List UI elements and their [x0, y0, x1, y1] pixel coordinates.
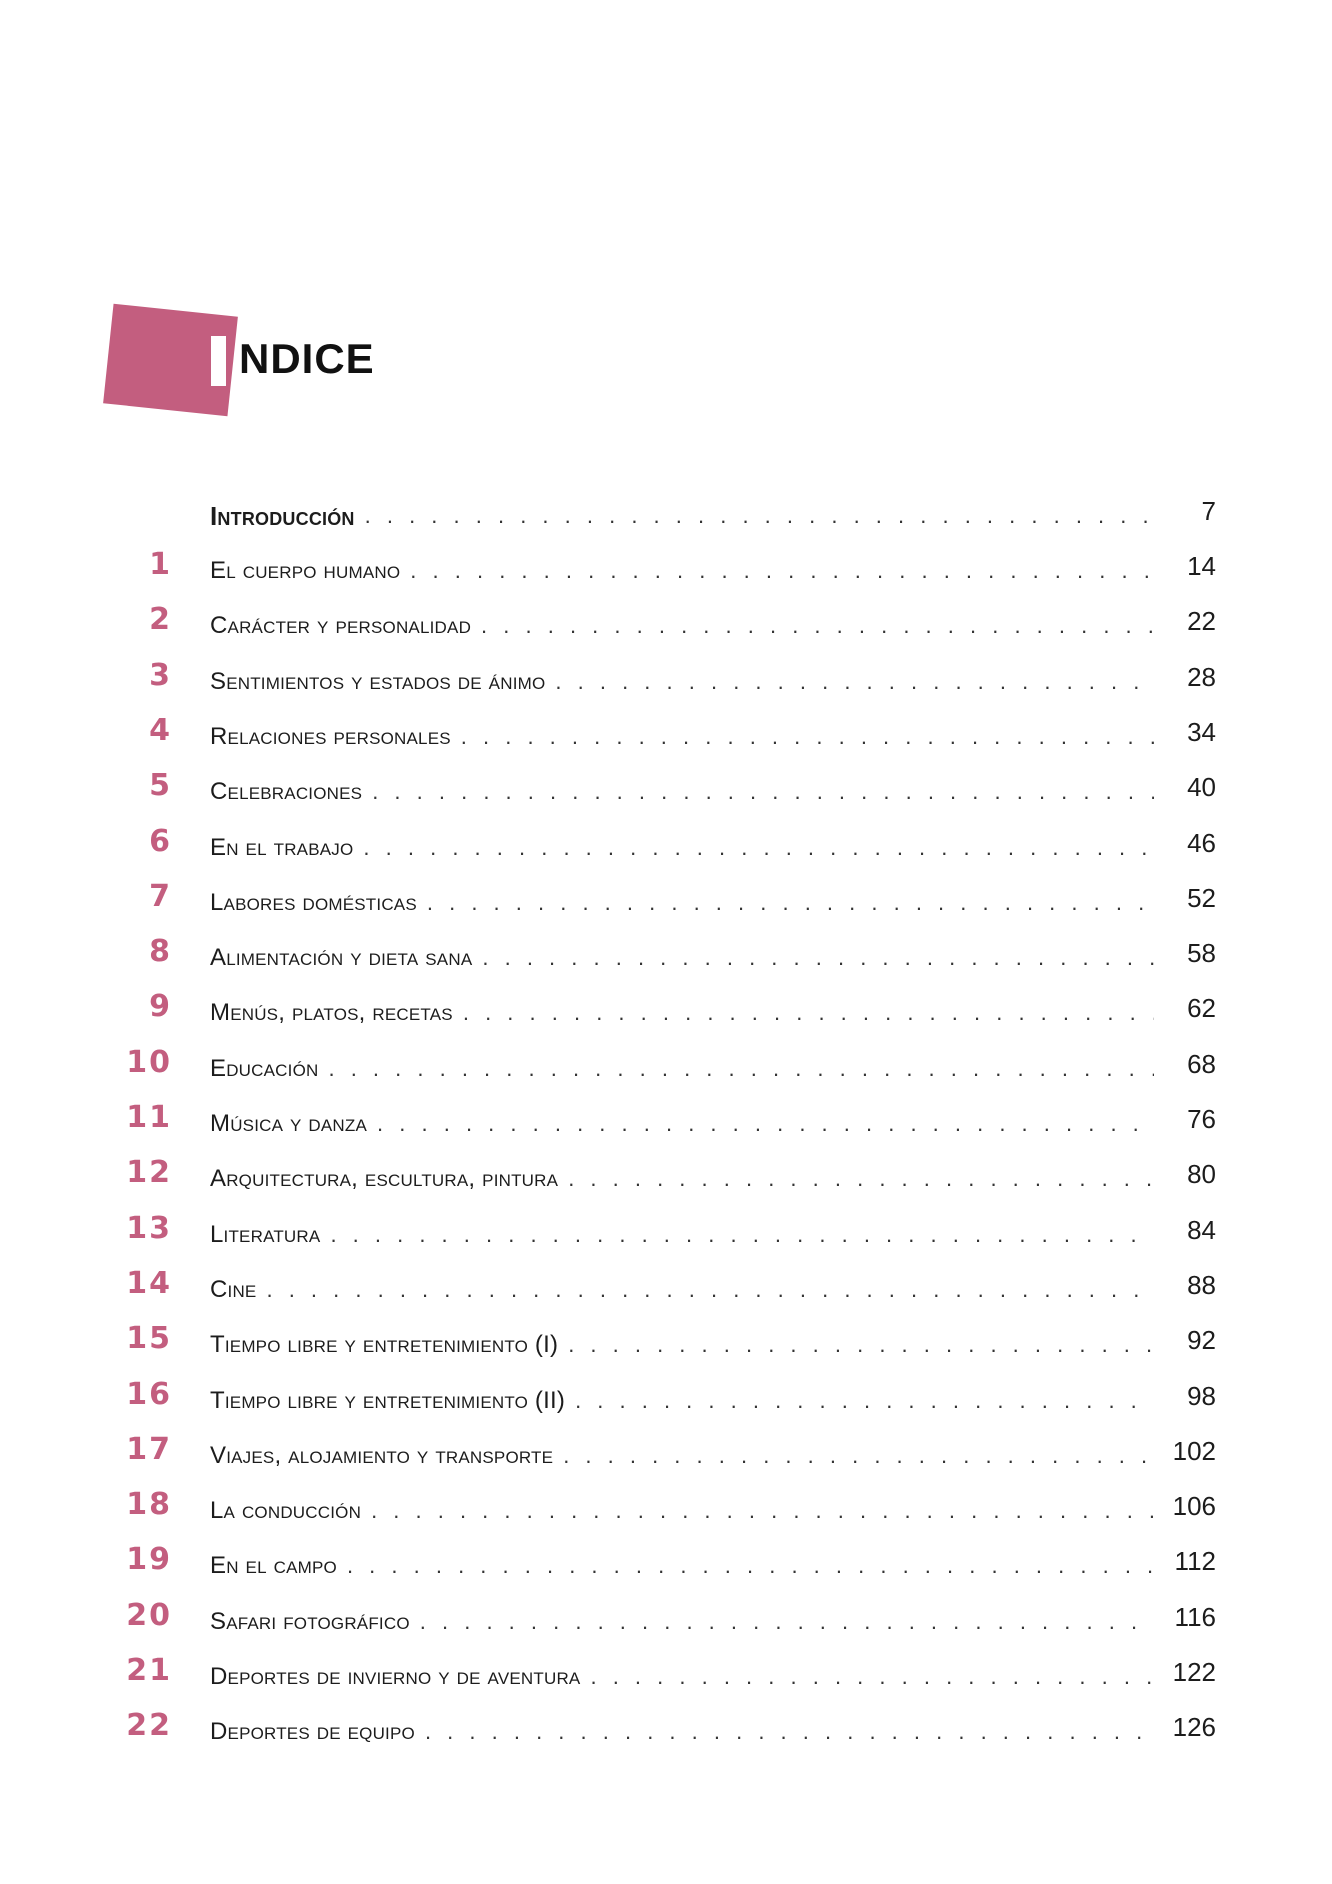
toc-row[interactable] [0, 1597, 1332, 1637]
toc-entry-label: Sentimientos y estados de ánimo [210, 668, 546, 695]
toc-page-number: 116 [1174, 1602, 1216, 1632]
toc-entry-label: En el trabajo [210, 834, 354, 861]
toc-row[interactable] [0, 1099, 1332, 1139]
dot-leader [372, 777, 1154, 807]
dot-leader [568, 1330, 1154, 1360]
toc-entry [210, 1210, 1154, 1250]
toc-page-number: 102 [1172, 1436, 1216, 1466]
toc-entry-label: Viajes, alojamiento y transporte [210, 1442, 554, 1469]
dot-leader [410, 556, 1154, 586]
chapter-number: 17 [126, 1432, 172, 1467]
chapter-number: 5 [149, 768, 172, 803]
toc-entry-label: Educación [210, 1055, 319, 1082]
toc-row[interactable] [0, 933, 1332, 973]
toc-entry [210, 988, 1154, 1028]
toc-page-number: 106 [1172, 1491, 1216, 1521]
toc-entry [210, 1320, 1154, 1360]
toc-page-number: 126 [1172, 1712, 1216, 1742]
toc-page-number: 122 [1172, 1657, 1216, 1687]
chapter-number: 8 [149, 934, 172, 969]
chapter-number: 22 [126, 1708, 172, 1743]
toc-page-number: 40 [1187, 772, 1216, 802]
index-title [104, 302, 404, 422]
toc-row[interactable] [0, 823, 1332, 863]
chapter-number: 19 [126, 1542, 172, 1577]
dot-leader [463, 998, 1154, 1028]
title-initial-letter [211, 336, 226, 386]
toc-entry-label: Safari fotográfico [210, 1608, 410, 1635]
dot-leader [590, 1662, 1154, 1692]
toc-page-number: 112 [1174, 1546, 1216, 1576]
dot-leader [365, 501, 1154, 531]
chapter-number: 18 [126, 1487, 172, 1522]
toc-row[interactable] [0, 1652, 1332, 1692]
chapter-number: 15 [126, 1321, 172, 1356]
dot-leader [563, 1441, 1154, 1471]
toc-entry [210, 823, 1154, 863]
toc-row[interactable] [0, 1541, 1332, 1581]
chapter-number: 1 [149, 547, 172, 582]
toc-page-number: 52 [1187, 883, 1216, 913]
toc-row[interactable] [0, 988, 1332, 1028]
toc-entry-label: Celebraciones [210, 778, 363, 805]
toc-entry [210, 1597, 1154, 1637]
dot-leader [328, 1054, 1154, 1084]
toc-entry-label: La conducción [210, 1497, 362, 1524]
toc-entry [210, 657, 1154, 697]
dot-leader [371, 1496, 1154, 1526]
dot-leader [482, 943, 1154, 973]
toc-entry [210, 767, 1154, 807]
chapter-number: 14 [126, 1266, 172, 1301]
toc-row[interactable] [0, 767, 1332, 807]
toc-entry-label: Relaciones personales [210, 723, 451, 750]
toc-entry [210, 712, 1154, 752]
dot-leader [330, 1220, 1154, 1250]
dot-leader [575, 1386, 1154, 1416]
toc-row[interactable] [0, 657, 1332, 697]
toc-entry-label: Tiempo libre y entretenimiento (II) [210, 1387, 566, 1414]
toc-page-number: 76 [1187, 1104, 1216, 1134]
toc-entry [210, 1154, 1154, 1194]
chapter-number: 11 [126, 1100, 172, 1135]
chapter-number: 12 [126, 1155, 172, 1190]
dot-leader [347, 1551, 1154, 1581]
toc-entry-label: Deportes de invierno y de aventura [210, 1663, 581, 1690]
toc-entry [210, 1431, 1154, 1471]
toc-page-number: 46 [1187, 828, 1216, 858]
toc-row[interactable] [0, 712, 1332, 752]
toc-entry-label: Menús, platos, recetas [210, 999, 453, 1026]
dot-leader [377, 1109, 1154, 1139]
toc-row[interactable] [0, 1210, 1332, 1250]
toc-row[interactable] [0, 1154, 1332, 1194]
toc-entry-label: Introducción [210, 501, 355, 531]
toc-page-number: 28 [1187, 662, 1216, 692]
chapter-number: 2 [149, 602, 172, 637]
toc-entry [210, 1265, 1154, 1305]
chapter-number: 21 [126, 1653, 172, 1688]
toc-page-number: 92 [1187, 1325, 1216, 1355]
toc-entry-label: Alimentación y dieta sana [210, 944, 473, 971]
toc-page-number: 68 [1187, 1049, 1216, 1079]
toc-entry-label: Música y danza [210, 1110, 368, 1137]
toc-page-number: 98 [1187, 1381, 1216, 1411]
dot-leader [363, 833, 1154, 863]
toc-row[interactable] [0, 1431, 1332, 1471]
chapter-number: 6 [149, 824, 172, 859]
toc-entry [210, 1099, 1154, 1139]
chapter-number: 4 [149, 713, 172, 748]
toc-entry [210, 491, 1154, 531]
toc-entry-label: Arquitectura, escultura, pintura [210, 1165, 559, 1192]
toc-entry [210, 601, 1154, 641]
toc-page-number: 14 [1187, 551, 1216, 581]
toc-page-number: 34 [1187, 717, 1216, 747]
toc-entry-label: Literatura [210, 1221, 321, 1248]
dot-leader [461, 722, 1154, 752]
toc-entry-label: Carácter y personalidad [210, 612, 472, 639]
dot-leader [568, 1164, 1154, 1194]
toc-row[interactable] [0, 601, 1332, 641]
toc-row-intro[interactable] [0, 491, 1332, 531]
toc-row[interactable] [0, 1320, 1332, 1360]
dot-leader [481, 611, 1154, 641]
toc-row[interactable] [0, 546, 1332, 586]
toc-entry [210, 1707, 1154, 1747]
toc-page-number: 7 [1201, 496, 1216, 526]
chapter-number: 10 [126, 1045, 172, 1080]
dot-leader [425, 1717, 1154, 1747]
toc-row[interactable] [0, 1044, 1332, 1084]
toc-entry [210, 1541, 1154, 1581]
toc-row[interactable] [0, 1486, 1332, 1526]
toc-page-number: 84 [1187, 1215, 1216, 1245]
toc-entry [210, 878, 1154, 918]
dot-leader [427, 888, 1154, 918]
toc-entry [210, 1652, 1154, 1692]
toc-page-number: 58 [1187, 938, 1216, 968]
toc-row[interactable] [0, 1707, 1332, 1747]
toc-page-number: 62 [1187, 993, 1216, 1023]
toc-page-number: 80 [1187, 1159, 1216, 1189]
chapter-number: 16 [126, 1377, 172, 1412]
chapter-number: 20 [126, 1598, 172, 1633]
toc-entry [210, 1376, 1154, 1416]
toc-entry-label: Labores domésticas [210, 889, 417, 916]
chapter-number: 9 [149, 989, 172, 1024]
toc-entry-label: En el campo [210, 1552, 337, 1579]
toc-entry-label: Deportes de equipo [210, 1718, 415, 1745]
dot-leader [420, 1607, 1154, 1637]
toc-entry [210, 546, 1154, 586]
toc-entry-label: Cine [210, 1276, 257, 1303]
toc-entry-label: El cuerpo humano [210, 557, 401, 584]
chapter-number: 3 [149, 658, 172, 693]
toc-entry [210, 1044, 1154, 1084]
toc-entry [210, 933, 1154, 973]
chapter-number: 13 [126, 1211, 172, 1246]
index-title-text: NDICE [239, 335, 375, 382]
toc-page-number: 88 [1187, 1270, 1216, 1300]
toc-row[interactable] [0, 1265, 1332, 1305]
toc-row[interactable] [0, 878, 1332, 918]
toc-entry [210, 1486, 1154, 1526]
toc-entry-label: Tiempo libre y entretenimiento (I) [210, 1331, 559, 1358]
chapter-number: 7 [149, 879, 172, 914]
dot-leader [266, 1275, 1154, 1305]
dot-leader [555, 667, 1154, 697]
toc-row[interactable] [0, 1376, 1332, 1416]
toc-page-number: 22 [1187, 606, 1216, 636]
